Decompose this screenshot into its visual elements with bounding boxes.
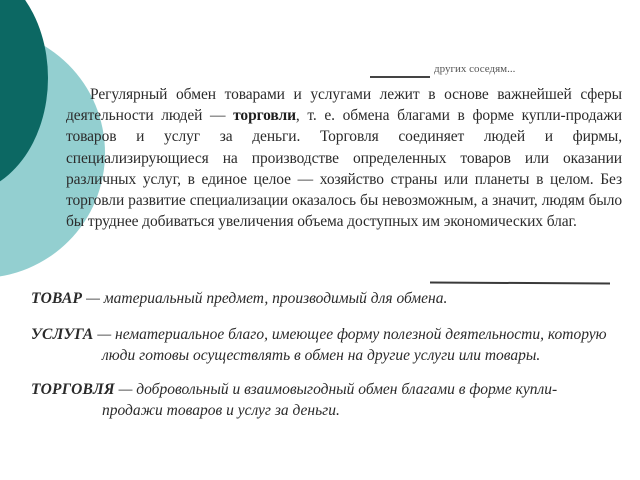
- definition-goods: [31, 288, 621, 309]
- definition-line: [31, 324, 631, 345]
- cut-off-previous-line: [370, 63, 538, 79]
- definition-term: ТОВАР: [31, 290, 83, 307]
- cut-off-rule: [370, 76, 430, 78]
- definition-line: [31, 288, 621, 309]
- paragraph-text-start: Регулярный обмен товарами и услугами лежит в основе важнейшей сферы деятельности людей —: [66, 86, 622, 125]
- definition-text: нематериальное благо, имеющее форму полезной деятельности, которую: [115, 326, 607, 343]
- definition-text: материальный предмет, производимый для обмена.: [103, 290, 448, 307]
- paragraph-text-end: , т. е. обмена благами в форме купли-продажи товаров и услуг за деньги. Торговля соединяет людей и фирмы, специализирующиеся на производстве определенных товаров или оказании различных услуг, в единое целое — хозяйство страны или планеты в целом. Без торговли развитие специализации оказалось бы невозможным, а значит, людям было бы труднее добиваться увеличения объема доступных им экономических благ.: [66, 107, 622, 231]
- main-paragraph: [66, 84, 622, 232]
- definition-line: [31, 379, 631, 400]
- paragraph-bold-term: торговли: [233, 107, 296, 125]
- cut-off-text: других соседям...: [434, 63, 516, 75]
- definition-dash: —: [93, 326, 116, 343]
- definition-line-continued: люди готовы осуществлять в обмен на другие услуги или товары.: [102, 347, 541, 364]
- definition-service: [31, 324, 631, 366]
- definition-text: добровольный и взаимовыгодный обмен благами в форме купли-: [136, 381, 558, 398]
- definition-trade: [31, 379, 631, 421]
- definition-term: УСЛУГА: [31, 326, 94, 343]
- definition-line-continued: продажи товаров и услуг за деньги.: [102, 402, 340, 419]
- separator-line: [430, 282, 610, 285]
- definition-term: ТОРГОВЛЯ: [31, 381, 115, 398]
- definition-dash: —: [114, 381, 137, 398]
- definition-dash: —: [82, 290, 104, 307]
